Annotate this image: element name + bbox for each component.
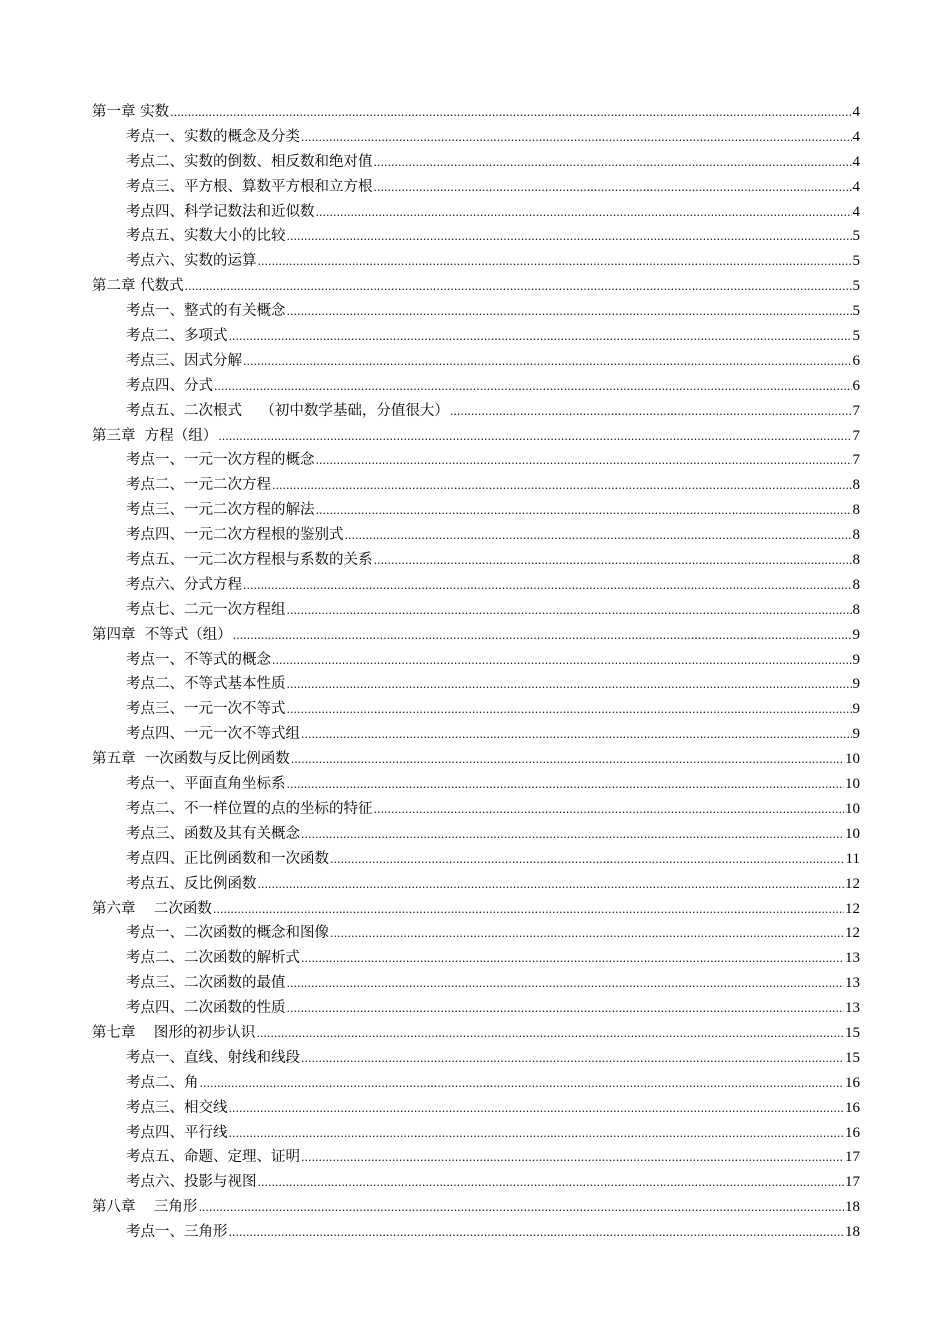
toc-page-number: 5 <box>852 278 860 295</box>
toc-page-number: 7 <box>852 452 860 469</box>
toc-page-number: 18 <box>845 1224 860 1241</box>
toc-dot-leader <box>214 374 852 400</box>
toc-entry-title: 考点六、实数的运算 <box>126 253 257 270</box>
toc-entry-title: 考点七、二元一次方程组 <box>126 601 286 618</box>
toc-page-number: 4 <box>852 178 860 195</box>
toc-page-number: 8 <box>852 502 860 519</box>
toc-section-entry[interactable] <box>92 1096 860 1121</box>
toc-entry-title: 考点五、反比例函数 <box>126 875 257 892</box>
toc-section-entry[interactable] <box>92 996 860 1021</box>
toc-dot-leader <box>213 897 844 923</box>
toc-dot-leader <box>301 822 844 848</box>
toc-section-entry[interactable] <box>92 1121 860 1146</box>
toc-entry-title: 考点一、整式的有关概念 <box>126 303 286 320</box>
toc-page-number: 9 <box>852 626 860 643</box>
toc-entry-title: 第三章 方程（组） <box>92 427 218 444</box>
toc-dot-leader <box>170 100 851 126</box>
toc-dot-leader <box>229 1220 845 1246</box>
toc-chapter-entry[interactable] <box>92 897 860 922</box>
toc-entry-title: 考点四、分式 <box>126 377 213 394</box>
toc-page-number: 15 <box>845 1024 860 1041</box>
toc-entry-title: 第一章 实数 <box>92 104 170 120</box>
toc-entry-title: 考点四、正比例函数和一次函数 <box>126 850 329 867</box>
toc-page-number: 10 <box>845 825 860 842</box>
toc-dot-leader <box>301 1145 844 1171</box>
toc-dot-leader <box>301 946 844 972</box>
toc-dot-leader <box>218 424 851 450</box>
toc-section-entry[interactable] <box>92 722 860 747</box>
toc-dot-leader <box>243 349 852 375</box>
toc-entry-title: 考点三、一元二次方程的解法 <box>126 502 315 519</box>
toc-entry-title: 考点四、二次函数的性质 <box>126 1000 286 1017</box>
toc-page-number: 12 <box>845 900 860 917</box>
toc-dot-leader <box>374 548 852 574</box>
toc-page-number: 13 <box>845 975 860 992</box>
toc-entry-title: 考点一、二次函数的概念和图像 <box>126 925 329 942</box>
toc-section-entry[interactable] <box>92 772 860 797</box>
toc-section-entry[interactable] <box>92 249 860 274</box>
toc-dot-leader <box>272 648 852 674</box>
toc-dot-leader <box>316 448 852 474</box>
toc-page-number: 15 <box>845 1049 860 1066</box>
toc-section-entry[interactable] <box>92 548 860 573</box>
toc-section-entry[interactable] <box>92 971 860 996</box>
toc-page-number: 4 <box>852 153 860 170</box>
toc-entry-title: 第六章 二次函数 <box>92 900 212 917</box>
toc-entry-title: 第二章 代数式 <box>92 278 184 295</box>
toc-section-entry[interactable] <box>92 224 860 249</box>
toc-section-entry[interactable] <box>92 822 860 847</box>
toc-chapter-entry[interactable] <box>92 747 860 772</box>
toc-dot-leader <box>287 299 852 325</box>
toc-page-number: 12 <box>845 925 860 942</box>
toc-chapter-entry[interactable] <box>92 274 860 299</box>
toc-page-number: 6 <box>852 377 860 394</box>
toc-dot-leader <box>374 175 852 201</box>
toc-dot-leader <box>256 1021 844 1047</box>
toc-dot-leader <box>229 324 852 350</box>
toc-entry-title: 考点五、二次根式 （初中数学基础，分值很大） <box>126 402 449 419</box>
toc-section-entry[interactable] <box>92 473 860 498</box>
toc-dot-leader <box>301 125 852 151</box>
toc-dot-leader <box>330 921 844 947</box>
toc-dot-leader <box>287 772 845 798</box>
toc-section-entry[interactable] <box>92 175 860 200</box>
toc-page-number: 8 <box>852 601 860 618</box>
toc-entry-title: 考点一、三角形 <box>126 1224 228 1241</box>
toc-page-number: 8 <box>852 477 860 494</box>
toc-entry-title: 考点一、直线、射线和线段 <box>126 1049 300 1066</box>
toc-page-number: 8 <box>852 527 860 544</box>
toc-page-number: 7 <box>852 427 860 444</box>
toc-page-number: 4 <box>852 104 860 120</box>
toc-section-entry[interactable] <box>92 1145 860 1170</box>
toc-entry-title: 第五章 一次函数与反比例函数 <box>92 751 290 768</box>
toc-page-number: 17 <box>845 1174 860 1191</box>
toc-section-entry[interactable] <box>92 498 860 523</box>
toc-section-entry[interactable] <box>92 1170 860 1195</box>
toc-entry-title: 考点六、分式方程 <box>126 576 242 593</box>
toc-dot-leader <box>287 224 852 250</box>
toc-section-entry[interactable] <box>92 399 860 424</box>
toc-entry-title: 考点一、实数的概念及分类 <box>126 128 300 145</box>
toc-entry-title: 考点三、函数及其有关概念 <box>126 825 300 842</box>
toc-dot-leader <box>258 249 852 275</box>
toc-entry-title: 第四章 不等式（组） <box>92 626 232 643</box>
toc-section-entry[interactable] <box>92 797 860 822</box>
toc-page-number: 16 <box>845 1124 860 1141</box>
toc-dot-leader <box>374 150 852 176</box>
toc-page-number: 9 <box>852 651 860 668</box>
toc-dot-leader <box>330 847 845 873</box>
toc-page-number: 13 <box>845 1000 860 1017</box>
toc-entry-title: 考点五、一元二次方程根与系数的关系 <box>126 552 373 569</box>
toc-entry-title: 考点一、一元一次方程的概念 <box>126 452 315 469</box>
toc-page-number: 9 <box>852 676 860 693</box>
toc-dot-leader <box>301 722 852 748</box>
toc-entry-title: 考点一、不等式的概念 <box>126 651 271 668</box>
toc-section-entry[interactable] <box>92 1046 860 1071</box>
toc-page-number: 6 <box>852 352 860 369</box>
toc-dot-leader <box>287 971 845 997</box>
toc-dot-leader <box>229 1096 845 1122</box>
toc-section-entry[interactable] <box>92 324 860 349</box>
toc-entry-title: 考点一、平面直角坐标系 <box>126 776 286 793</box>
toc-page-number: 10 <box>845 800 860 817</box>
toc-section-entry[interactable] <box>92 847 860 872</box>
toc-section-entry[interactable] <box>92 672 860 697</box>
toc-entry-title: 考点二、二次函数的解析式 <box>126 950 300 967</box>
toc-entry-title: 考点三、一元一次不等式 <box>126 701 286 718</box>
toc-entry-title: 考点六、投影与视图 <box>126 1174 257 1191</box>
toc-page-number: 5 <box>852 303 860 320</box>
toc-page-number: 9 <box>852 701 860 718</box>
toc-page-number: 9 <box>852 726 860 743</box>
toc-dot-leader <box>272 473 852 499</box>
toc-section-entry[interactable] <box>92 648 860 673</box>
toc-section-entry[interactable] <box>92 523 860 548</box>
toc-dot-leader <box>287 996 845 1022</box>
toc-dot-leader <box>200 1071 845 1097</box>
toc-chapter-entry[interactable] <box>92 1195 860 1220</box>
toc-page-number: 16 <box>845 1099 860 1116</box>
toc-dot-leader <box>345 523 852 549</box>
toc-page-number: 13 <box>845 950 860 967</box>
toc-section-entry[interactable] <box>92 125 860 150</box>
toc-section-entry[interactable] <box>92 374 860 399</box>
toc-entry-title: 考点五、命题、定理、证明 <box>126 1149 300 1166</box>
toc-section-entry[interactable] <box>92 349 860 374</box>
toc-page-number: 7 <box>852 402 860 419</box>
toc-chapter-entry[interactable] <box>92 424 860 449</box>
toc-entry-title: 考点三、平方根、算数平方根和立方根 <box>126 178 373 195</box>
toc-entry-title: 第八章 三角形 <box>92 1199 198 1216</box>
toc-entry-title: 考点二、不一样位置的点的坐标的特征 <box>126 800 373 817</box>
toc-page-number: 17 <box>845 1149 860 1166</box>
toc-dot-leader <box>301 1046 844 1072</box>
toc-dot-leader <box>287 672 852 698</box>
toc-section-entry[interactable] <box>92 946 860 971</box>
toc-dot-leader <box>291 747 844 773</box>
toc-entry-title: 考点二、不等式基本性质 <box>126 676 286 693</box>
toc-entry-title: 考点三、因式分解 <box>126 352 242 369</box>
table-of-contents <box>92 100 860 1245</box>
toc-page-number: 11 <box>845 850 860 867</box>
toc-entry-title: 考点二、多项式 <box>126 328 228 345</box>
toc-entry-title: 考点五、实数大小的比较 <box>126 228 286 245</box>
toc-entry-title: 考点四、平行线 <box>126 1124 228 1141</box>
toc-section-entry[interactable] <box>92 1220 860 1245</box>
toc-section-entry[interactable] <box>92 697 860 722</box>
toc-page-number: 5 <box>852 328 860 345</box>
toc-dot-leader <box>287 598 852 624</box>
toc-dot-leader <box>258 872 845 898</box>
toc-page-number: 8 <box>852 576 860 593</box>
toc-dot-leader <box>243 573 852 599</box>
toc-dot-leader <box>185 274 852 300</box>
toc-page-number: 12 <box>845 875 860 892</box>
toc-chapter-entry[interactable] <box>92 623 860 648</box>
toc-entry-title: 考点二、实数的倒数、相反数和绝对值 <box>126 153 373 170</box>
toc-entry-title: 考点三、二次函数的最值 <box>126 975 286 992</box>
toc-dot-leader <box>198 1195 844 1221</box>
toc-page-number: 10 <box>845 751 860 768</box>
toc-section-entry[interactable] <box>92 1071 860 1096</box>
toc-section-entry[interactable] <box>92 598 860 623</box>
toc-dot-leader <box>450 399 852 425</box>
toc-dot-leader <box>374 797 845 823</box>
toc-entry-title: 第七章 图形的初步认识 <box>92 1024 256 1041</box>
toc-dot-leader <box>316 498 852 524</box>
toc-page-number: 18 <box>845 1199 860 1216</box>
toc-entry-title: 考点四、一元一次不等式组 <box>126 726 300 743</box>
toc-page-number: 16 <box>845 1074 860 1091</box>
toc-section-entry[interactable] <box>92 448 860 473</box>
toc-entry-title: 考点四、一元二次方程根的鉴别式 <box>126 527 344 544</box>
toc-page-number: 5 <box>852 253 860 270</box>
toc-section-entry[interactable] <box>92 573 860 598</box>
toc-page-number: 8 <box>852 552 860 569</box>
toc-dot-leader <box>287 697 852 723</box>
toc-entry-title: 考点四、科学记数法和近似数 <box>126 203 315 220</box>
toc-dot-leader <box>229 1121 845 1147</box>
toc-page-number: 4 <box>852 128 860 145</box>
toc-page-number: 10 <box>845 776 860 793</box>
toc-section-entry[interactable] <box>92 150 860 175</box>
toc-dot-leader <box>258 1170 845 1196</box>
toc-page-number: 4 <box>852 203 860 220</box>
toc-section-entry[interactable] <box>92 299 860 324</box>
toc-section-entry[interactable] <box>92 872 860 897</box>
toc-entry-title: 考点三、相交线 <box>126 1099 228 1116</box>
toc-entry-title: 考点二、一元二次方程 <box>126 477 271 494</box>
toc-page-number: 5 <box>852 228 860 245</box>
toc-entry-title: 考点二、角 <box>126 1074 199 1091</box>
toc-chapter-entry[interactable] <box>92 100 860 125</box>
toc-section-entry[interactable] <box>92 200 860 225</box>
toc-section-entry[interactable] <box>92 921 860 946</box>
toc-chapter-entry[interactable] <box>92 1021 860 1046</box>
toc-dot-leader <box>316 200 852 226</box>
toc-dot-leader <box>233 623 852 649</box>
